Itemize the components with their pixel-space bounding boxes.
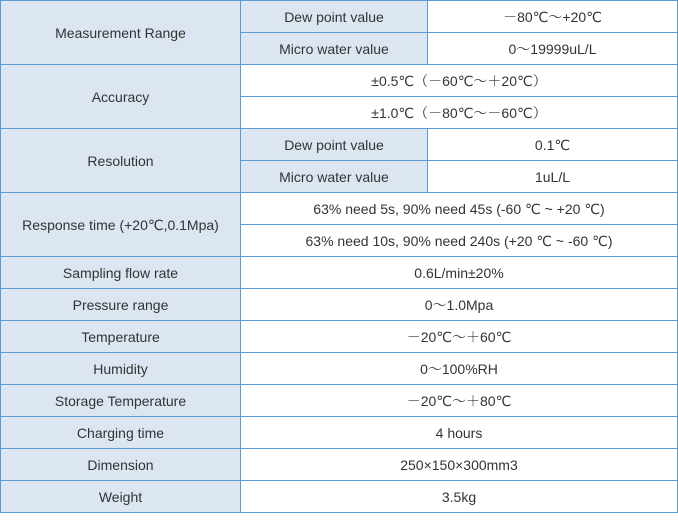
table-row (1, 65, 678, 97)
row-label-sampling-flow-rate: Sampling flow rate (1, 257, 241, 289)
value-sampling-flow-rate: 0.6L/min±20% (241, 257, 678, 289)
value-humidity: 0～100%RH (241, 353, 678, 385)
row-label-storage-temperature: Storage Temperature (1, 385, 241, 417)
table-row (1, 321, 678, 353)
value-weight: 3.5kg (241, 481, 678, 513)
value-accuracy-2: ±1.0℃（－80℃～－60℃） (241, 97, 678, 129)
row-label-response-time: Response time (+20℃,0.1Mpa) (1, 193, 241, 257)
value-accuracy-1: ±0.5℃（－60℃～＋20℃） (241, 65, 678, 97)
row-label-pressure-range: Pressure range (1, 289, 241, 321)
table-row (1, 353, 678, 385)
value-dimension: 250×150×300mm3 (241, 449, 678, 481)
value-temperature: －20℃～＋60℃ (241, 321, 678, 353)
row-label-dimension: Dimension (1, 449, 241, 481)
sub-label-dew-point: Dew point value (241, 1, 428, 33)
value-micro-water-range: 0～19999uL/L (428, 33, 678, 65)
table-row (1, 1, 678, 33)
table-row (1, 193, 678, 225)
value-response-time-1: 63% need 5s, 90% need 45s (-60 ℃ ~ +20 ℃) (241, 193, 678, 225)
table-row (1, 289, 678, 321)
row-label-humidity: Humidity (1, 353, 241, 385)
row-label-accuracy: Accuracy (1, 65, 241, 129)
sub-label-micro-water: Micro water value (241, 161, 428, 193)
table-row (1, 417, 678, 449)
table-row (1, 481, 678, 513)
row-label-temperature: Temperature (1, 321, 241, 353)
value-dew-point-resolution: 0.1℃ (428, 129, 678, 161)
table-row (1, 129, 678, 161)
table-row (1, 449, 678, 481)
value-response-time-2: 63% need 10s, 90% need 240s (+20 ℃ ~ -60 ℃) (241, 225, 678, 257)
value-pressure-range: 0～1.0Mpa (241, 289, 678, 321)
row-label-charging-time: Charging time (1, 417, 241, 449)
row-label-resolution: Resolution (1, 129, 241, 193)
sub-label-micro-water: Micro water value (241, 33, 428, 65)
value-storage-temperature: －20℃～＋80℃ (241, 385, 678, 417)
table-row (1, 257, 678, 289)
value-dew-point-range: －80℃～+20℃ (428, 1, 678, 33)
table-row (1, 385, 678, 417)
row-label-weight: Weight (1, 481, 241, 513)
value-micro-water-resolution: 1uL/L (428, 161, 678, 193)
sub-label-dew-point: Dew point value (241, 129, 428, 161)
row-label-measurement-range: Measurement Range (1, 1, 241, 65)
value-charging-time: 4 hours (241, 417, 678, 449)
